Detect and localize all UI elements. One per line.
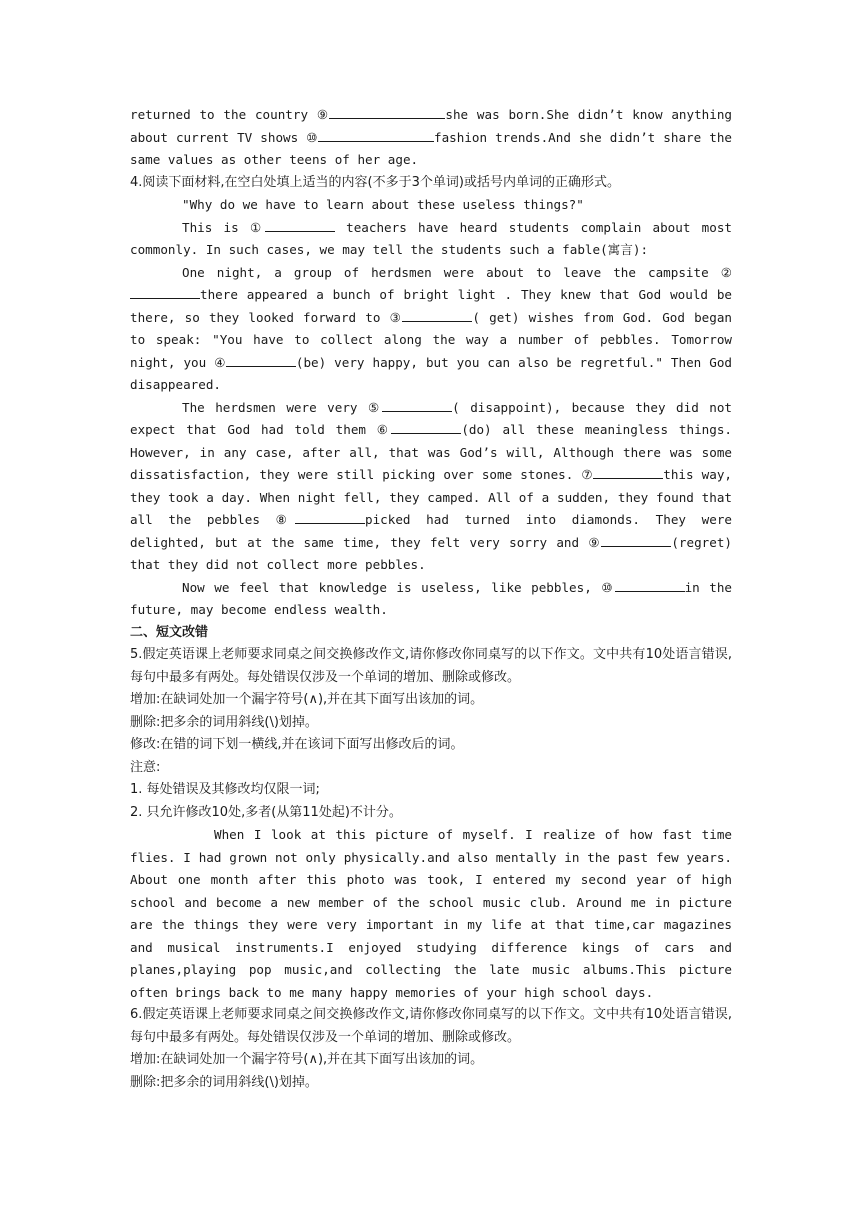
paragraph	[130, 217, 732, 262]
text-span: picked had turned into diamonds. They were delighted, but at the same time, they felt very sorry and ⑨	[130, 512, 732, 550]
text-span: there appeared a bunch of bright light . They knew that God would be there, so they looked forward to ③	[130, 287, 732, 325]
rule-add: 增加:在缺词处加一个漏字符号(∧),并在其下面写出该加的词。	[130, 692, 484, 707]
rule-delete: 删除:把多余的词用斜线(\)划掉。	[130, 714, 318, 730]
text-span: same values as other teens of her age.	[130, 152, 419, 167]
question-6-instruction: 6.假定英语课上老师要求同桌之间交换修改作文,请你修改你同桌写的以下作文。文中共有10处语言错误,每句中最多有两处。每处错误仅涉及一个单词的增加、删除或修改。	[130, 1007, 732, 1045]
text-span: fashion trends.And she didn’t share the	[433, 129, 732, 145]
text-span: teachers have heard students complain about most commonly. In such cases, we may tell the students such a fable(寓言):	[130, 219, 732, 257]
text-span: One night, a group of herdsmen were about to leave the campsite ②	[182, 264, 732, 280]
answer-blank	[130, 284, 200, 299]
text-span: ( get) wishes from God. God began to speak: "You have to collect along the way a number of pebbles. Tomorrow night, you ④	[130, 309, 732, 370]
answer-blank	[402, 307, 472, 322]
rule-delete: 删除:把多余的词用斜线(\)划掉。	[130, 1074, 318, 1090]
text-span: This is ①	[182, 219, 265, 235]
paragraph	[130, 397, 732, 577]
answer-blank	[382, 397, 452, 412]
text-span: (regret) that they did not collect more pebbles.	[130, 534, 732, 572]
note-item: 2. 只允许修改10处,多者(从第11处起)不计分。	[130, 804, 402, 820]
answer-blank	[329, 104, 445, 119]
answer-blank	[318, 127, 434, 142]
answer-blank	[601, 532, 671, 547]
text-span: this way, they took a day. When night fell, they camped. All of a sudden, they found that all the pebbles ⑧	[130, 467, 732, 527]
quote-line: "Why do we have to learn about these useless things?"	[182, 197, 584, 212]
document-page	[130, 104, 732, 1094]
text-span: (be) very happy, but you can also be regretful." Then God disappeared.	[130, 354, 732, 392]
text-span: about current TV shows ⑩	[130, 129, 318, 145]
text-span: Now we feel that knowledge is useless, like pebbles, ⑩	[182, 579, 615, 595]
note-item: 1. 每处错误及其修改均仅限一词;	[130, 782, 320, 797]
text-line	[130, 104, 732, 172]
text-span: she was born.She didn’t know anything	[445, 107, 732, 122]
paragraph	[130, 577, 732, 622]
essay-text: When I look at this picture of myself. I realize of how fast time flies. I had grown not only physically.and also mentally in the past few years. About one month after this photo was took, I entered my second year of high school and become a new member of the school music club. Around me in picture are the things they were very important in my life at that time,car magazines and musical instruments.I enjoyed studying difference kings of cars and planes,playing pop music,and collecting the late music albums.This picture often brings back to me many happy memories of your high school days.	[130, 827, 732, 1000]
text-span: ( disappoint), because they did not expect that God had told them ⑥	[130, 399, 732, 437]
answer-blank	[295, 509, 365, 524]
answer-blank	[265, 217, 335, 232]
question-4-instruction: 4.阅读下面材料,在空白处填上适当的内容(不多于3个单词)或括号内单词的正确形式。	[130, 174, 620, 190]
note-label: 注意:	[130, 759, 161, 775]
paragraph	[130, 262, 732, 397]
answer-blank	[391, 419, 461, 434]
text-span: The herdsmen were very ⑤	[182, 399, 383, 415]
text-span: (do) all these meaningless things. However, in any case, after all, that was God’s will, Although there was some dissatisfaction, they were still picking over some stones. ⑦	[130, 422, 732, 482]
section-title: 二、短文改错	[130, 624, 209, 640]
answer-blank	[615, 577, 685, 592]
rule-modify: 修改:在错的词下划一横线,并在该词下面写出修改后的词。	[130, 737, 464, 752]
text-span: returned to the country ⑨	[130, 107, 330, 122]
rule-add: 增加:在缺词处加一个漏字符号(∧),并在其下面写出该加的词。	[130, 1052, 484, 1067]
answer-blank	[226, 352, 296, 367]
question-5-instruction: 5.假定英语课上老师要求同桌之间交换修改作文,请你修改你同桌写的以下作文。文中共有10处语言错误,每句中最多有两处。每处错误仅涉及一个单词的增加、删除或修改。	[130, 647, 732, 685]
answer-blank	[593, 464, 663, 479]
text-span: in the future, may become endless wealth.	[130, 579, 732, 617]
